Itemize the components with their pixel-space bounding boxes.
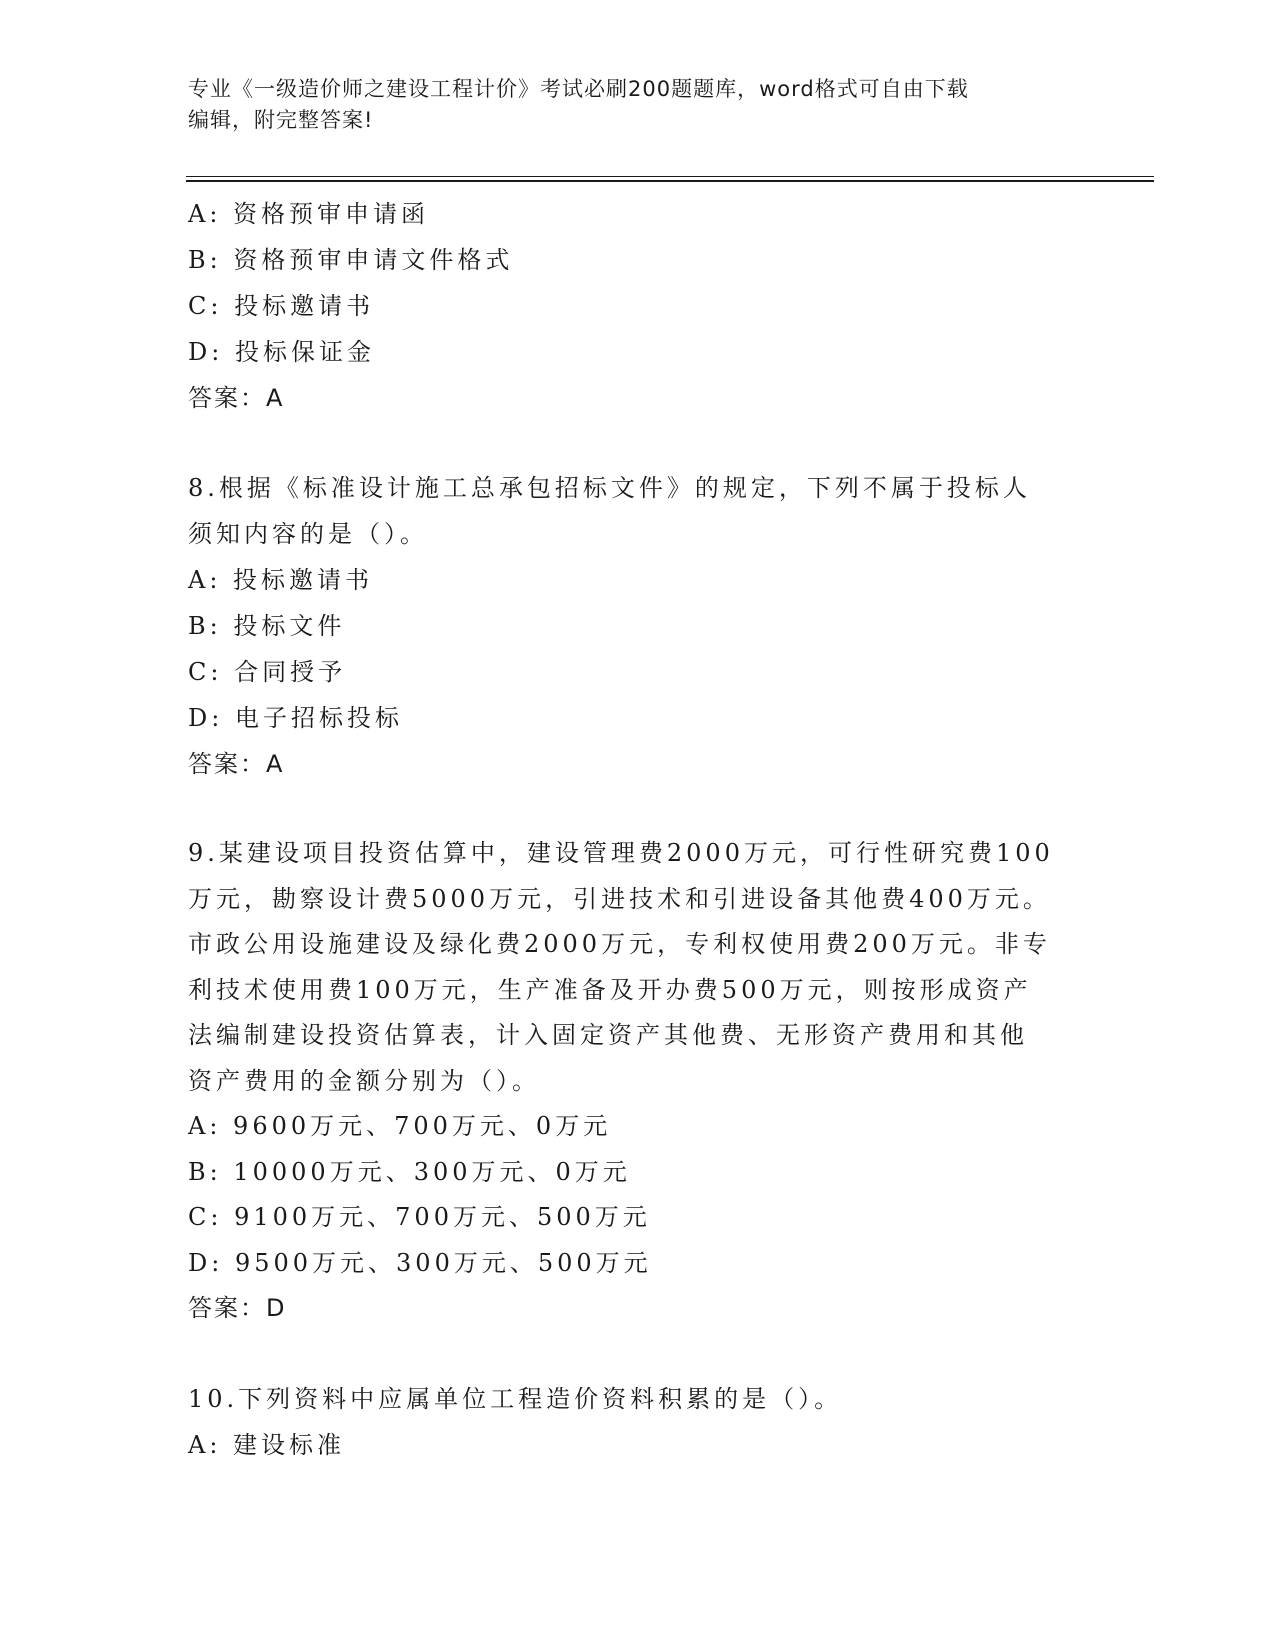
question-spacer: [188, 1332, 1088, 1376]
answer-label: 答案：D: [188, 1294, 287, 1322]
header-divider-thin: [186, 176, 1154, 177]
header-divider-thick: [186, 180, 1154, 182]
option-a: A: 9600万元、700万元、0万元: [188, 1112, 612, 1140]
question-stem-line: 市政公用设施建设及绿化费2000万元，专利权使用费200万元。非专: [188, 930, 1051, 958]
answer-label: 答案：A: [188, 750, 285, 778]
document-header: [188, 74, 1068, 136]
question-7: [188, 191, 1088, 421]
header-title-line-2: 编辑，附完整答案!: [188, 108, 374, 132]
question-10: [188, 1376, 1088, 1468]
question-stem-line: 法编制建设投资估算表，计入固定资产其他费、无形资产费用和其他: [188, 1021, 1028, 1049]
question-stem-line: 万元，勘察设计费5000万元，引进技术和引进设备其他费400万元。: [188, 884, 1051, 913]
question-stem-line: 资产费用的金额分别为（）。: [188, 1066, 540, 1095]
option-a: A: 建设标准: [188, 1430, 346, 1459]
question-stem-line: 利技术使用费100万元，生产准备及开办费500万元，则按形成资产: [188, 975, 1032, 1004]
option-b: B: 资格预审申请文件格式: [188, 246, 514, 274]
option-a: A: 资格预审申请函: [188, 200, 430, 228]
question-stem-line: 须知内容的是（）。: [188, 520, 428, 548]
header-title-line-1: 专业《一级造价师之建设工程计价》考试必刷200题题库，word格式可自由下载: [188, 77, 969, 101]
option-c: C: 投标邀请书: [188, 292, 375, 320]
question-stem-line: 10.下列资料中应属单位工程造价资料积累的是（）。: [188, 1384, 843, 1413]
option-d: D: 投标保证金: [188, 338, 375, 366]
question-9: [188, 831, 1088, 1332]
option-d: D: 9500万元、300万元、500万元: [188, 1248, 652, 1277]
option-a: A: 投标邀请书: [188, 566, 374, 594]
option-b: B: 投标文件: [188, 612, 346, 640]
question-spacer: [188, 421, 1088, 465]
question-8: [188, 465, 1088, 787]
option-d: D: 电子招标投标: [188, 704, 403, 732]
question-list: [188, 191, 1088, 1468]
option-b: B: 10000万元、300万元、0万元: [188, 1157, 631, 1186]
option-c: C: 合同授予: [188, 658, 347, 686]
question-stem-line: 8.根据《标准设计施工总承包招标文件》的规定，下列不属于投标人: [188, 474, 1031, 502]
answer-label: 答案：A: [188, 384, 285, 412]
option-c: C: 9100万元、700万元、500万元: [188, 1203, 651, 1231]
question-spacer: [188, 787, 1088, 831]
question-stem-line: 9.某建设项目投资估算中，建设管理费2000万元，可行性研究费100: [188, 839, 1054, 867]
